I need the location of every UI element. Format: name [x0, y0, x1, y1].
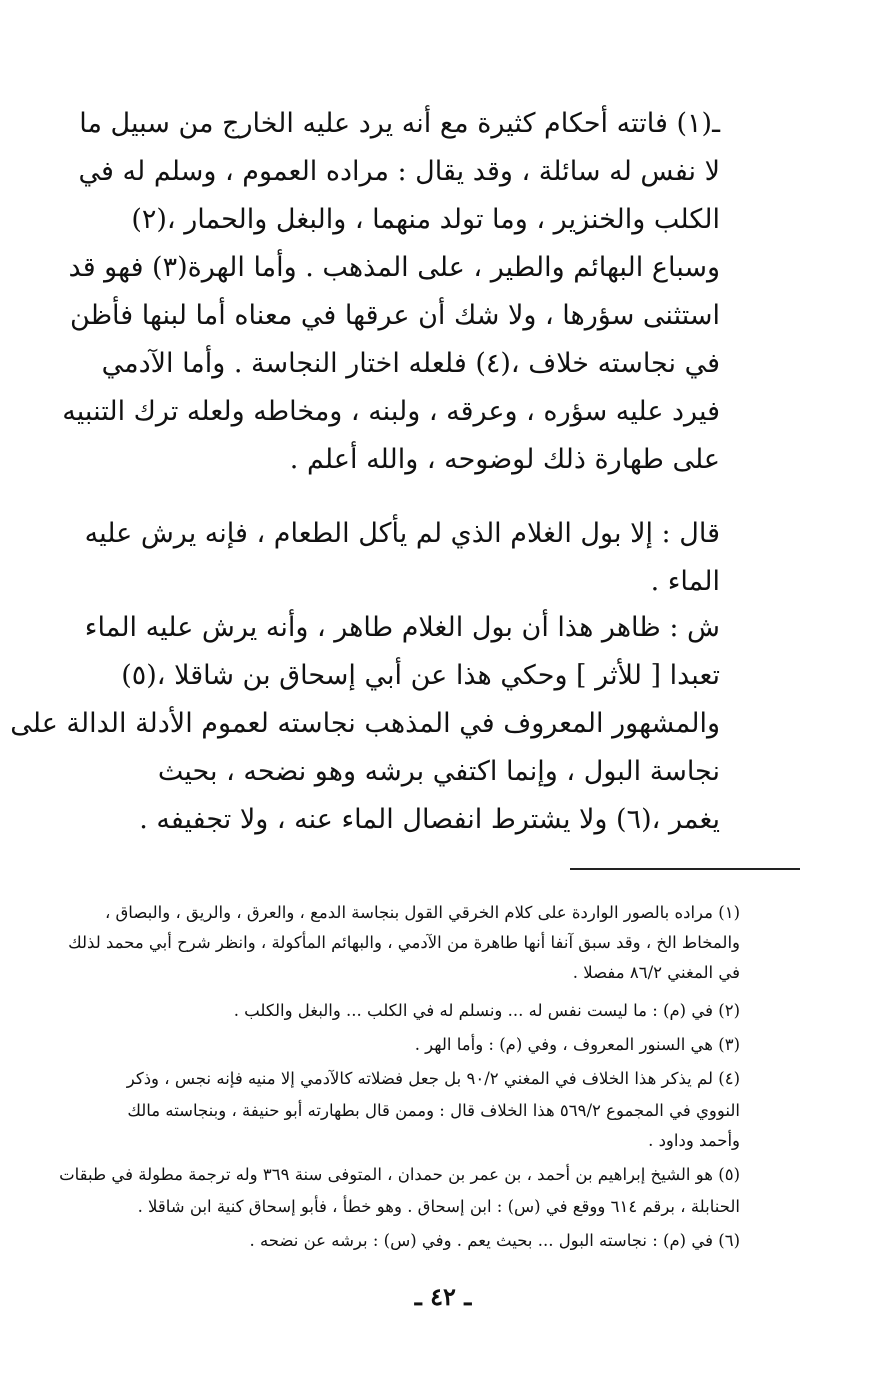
footnote-line: (٢) في (م) : ما ليست نفس له ... ونسلم له في الكلب ... والبغل والكلب . — [233, 1001, 740, 1020]
text-line: استثنى سؤرها ، ولا شك أن عرقها في معناه أما لبنها فأظن — [70, 300, 720, 331]
text-line: ـ(١) فاتته أحكام كثيرة مع أنه يرد عليه الخارج من سبيل ما — [79, 108, 720, 139]
text-line: تعبدا [ للأثر ] وحكي هذا عن أبي إسحاق بن شاقلا ،(٥) — [121, 660, 720, 691]
footnote-line: (١) مراده بالصور الواردة على كلام الخرقي القول بنجاسة الدمع ، والعرق ، والريق ، والبصاق ، — [104, 903, 740, 922]
text-line: الماء . — [650, 566, 720, 597]
footnote-line: في المغني ٨٦/٢ مفصلا . — [572, 963, 740, 982]
footnote-separator — [570, 868, 800, 870]
text-line: فيرد عليه سؤره ، وعرقه ، ولبنه ، ومخاطه ولعله ترك التنبيه — [62, 396, 720, 427]
footnote-line: والمخاط الخ ، وقد سبق آنفا أنها طاهرة من الآدمي ، والبهائم المأكولة ، وانظر شرح أبي محمد لذلك — [68, 933, 740, 952]
text-line: في نجاسته خلاف ،(٤) فلعله اختار النجاسة . وأما الآدمي — [101, 348, 720, 379]
text-line: نجاسة البول ، وإنما اكتفي برشه وهو نضحه ، بحيث — [157, 756, 720, 787]
text-line: يغمر ،(٦) ولا يشترط انفصال الماء عنه ، ولا تجفيفه . — [139, 804, 720, 835]
footnote-line: النووي في المجموع ٥٦٩/٢ هذا الخلاف قال : وممن قال بطهارته أبو حنيفة ، وبنجاسته مالك — [127, 1101, 740, 1120]
footnote-line: الحنابلة ، برقم ٦١٤ ووقع في (س) : ابن إسحاق . وهو خطأ ، فأبو إسحاق كنية ابن شاقلا . — [137, 1197, 740, 1216]
footnote-line: (٣) هي السنور المعروف ، وفي (م) : وأما الهر . — [414, 1035, 740, 1054]
footnote-line: (٤) لم يذكر هذا الخلاف في المغني ٩٠/٢ بل جعل فضلاته كالآدمي إلا منيه فإنه نجس ، وذكر — [126, 1069, 740, 1088]
footnote-line: وأحمد وداود . — [648, 1131, 740, 1150]
text-line: قال : إلا بول الغلام الذي لم يأكل الطعام ، فإنه يرش عليه — [84, 518, 720, 549]
text-line: الكلب والخنزير ، وما تولد منهما ، والبغل والحمار ،(٢) — [131, 204, 720, 235]
text-line: ش : ظاهر هذا أن بول الغلام طاهر ، وأنه يرش عليه الماء — [84, 612, 720, 643]
text-line: والمشهور المعروف في المذهب نجاسته لعموم الأدلة الدالة على — [10, 708, 720, 739]
footnote-line: (٦) في (م) : نجاسته البول ... بحيث يعم . وفي (س) : برشه عن نضحه . — [249, 1231, 740, 1250]
footnote-line: (٥) هو الشيخ إبراهيم بن أحمد ، بن عمر بن حمدان ، المتوفى سنة ٣٦٩ وله ترجمة مطولة في طبقات — [59, 1165, 740, 1184]
text-line: على طهارة ذلك لوضوحه ، والله أعلم . — [289, 444, 720, 475]
page-number: ـ ٤٢ ـ — [414, 1282, 472, 1311]
text-line: لا نفس له سائلة ، وقد يقال : مراده العموم ، وسلم له في — [78, 156, 720, 187]
text-line: وسباع البهائم والطير ، على المذهب . وأما الهرة(٣) فهو قد — [68, 252, 720, 283]
